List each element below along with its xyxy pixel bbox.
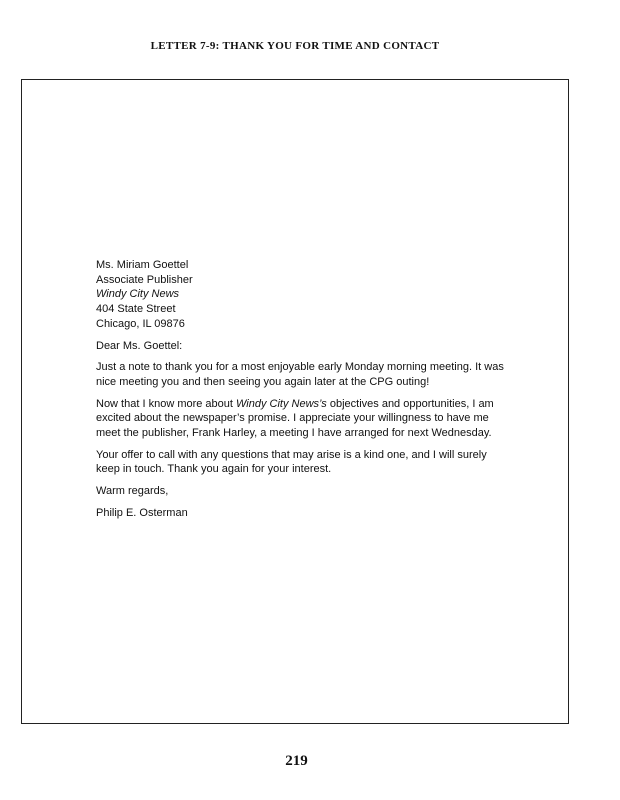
salutation: Dear Ms. Goettel: <box>96 339 183 352</box>
paragraph-2-end: objectives and opportunities, I am excited about the newspaper’s promise. I appreciate your willingness to have me meet the publisher, Frank Harley, a meeting I have arranged for next Wednesday. <box>96 397 494 440</box>
recipient-company: Windy City News <box>96 288 180 301</box>
paragraph-3: Your offer to call with any questions that may arise is a kind one, and I will surely keep in touch. Thank you again for your interest. <box>96 448 487 476</box>
recipient-name: Ms. Miriam Goettel <box>96 259 189 271</box>
closing: Warm regards, <box>96 485 169 498</box>
paragraph-2-company: Windy City News’s <box>236 397 327 410</box>
paragraph-1: Just a note to thank you for a most enjoyable early Monday morning meeting. It was nice meeting you and then seeing you again later at the CPG outing! <box>96 361 504 388</box>
paragraph-2-start: Now that I know more about <box>96 397 237 410</box>
page-number: 219 <box>285 753 308 769</box>
letter-body <box>96 251 506 528</box>
signature: Philip E. Osterman <box>96 506 188 519</box>
page-heading: LETTER 7-9: THANK YOU FOR TIME AND CONTACT <box>150 40 440 52</box>
recipient-title: Associate Publisher <box>96 273 193 286</box>
recipient-city: Chicago, IL 09876 <box>96 317 185 330</box>
paragraph-2 <box>96 397 506 441</box>
recipient-street: 404 State Street <box>96 303 176 316</box>
